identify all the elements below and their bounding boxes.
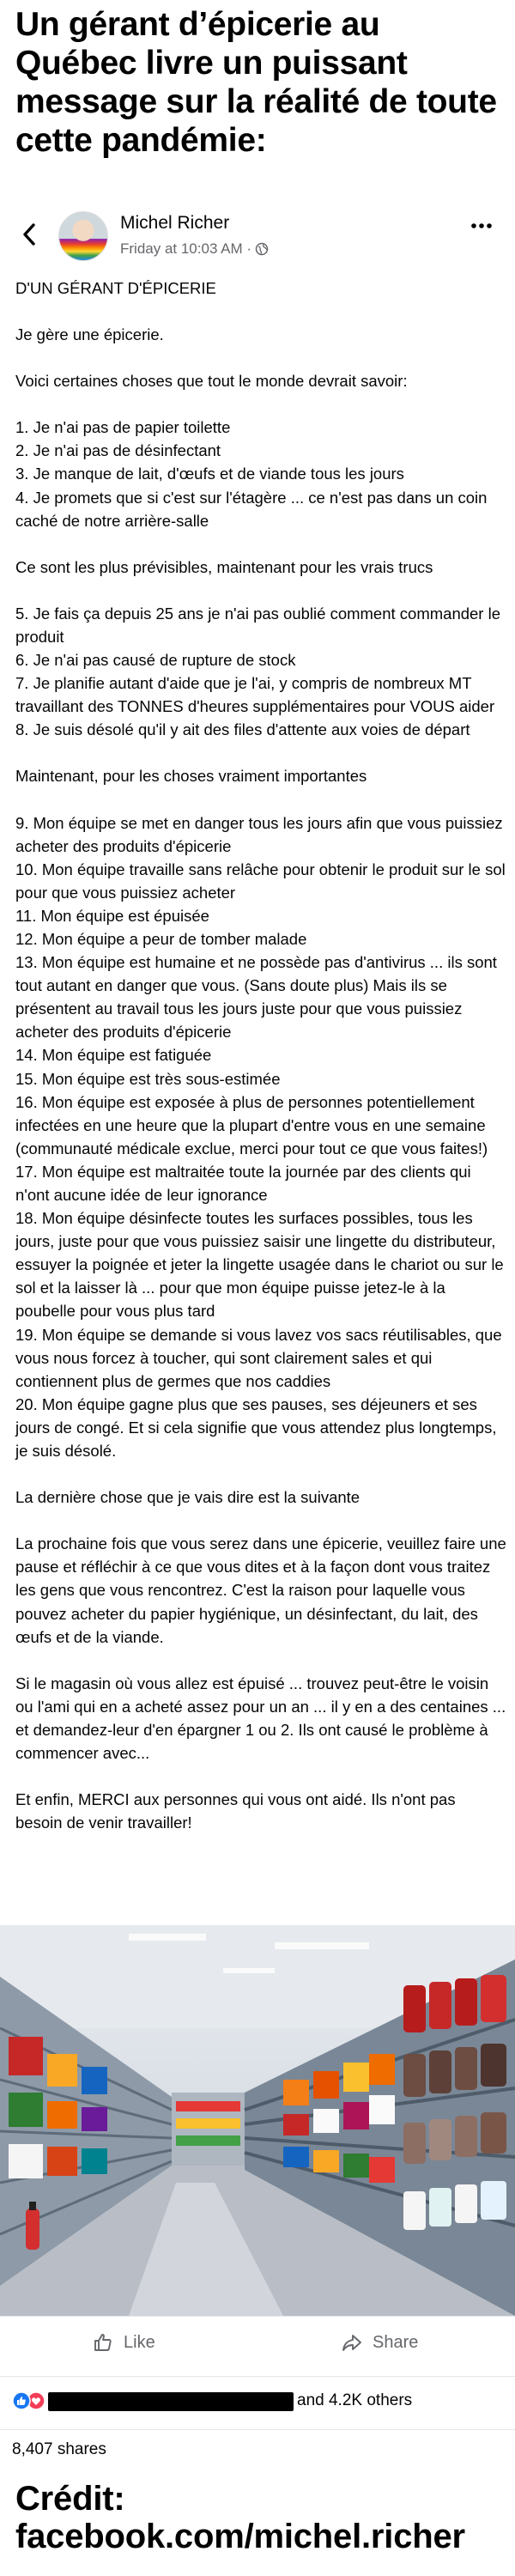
like-label: Like xyxy=(124,2332,155,2352)
more-horizontal-icon[interactable] xyxy=(470,222,493,230)
post-paragraph: Je gère une épicerie. xyxy=(15,325,164,344)
post-paragraph: La prochaine fois que vous serez dans une épicerie, veuillez faire une pause et réfléchir à ce que vous dites et à la façon dont vous traitez les gens que vous rencontrez. C'est la raison pour laquelle vous pouvez acheter du papier hygiénique, un désinfectant, du lait, des œufs et de la viande. xyxy=(15,1534,506,1646)
like-button[interactable] xyxy=(93,2332,155,2353)
grocery-aisle-illustration xyxy=(0,1925,515,2316)
reactions-bar[interactable] xyxy=(0,2376,515,2429)
post-meta xyxy=(120,240,269,258)
post-header xyxy=(0,196,515,273)
author-name[interactable]: Michel Richer xyxy=(120,213,230,233)
shares-bar[interactable] xyxy=(0,2429,515,2469)
thumbs-up-icon xyxy=(93,2332,113,2353)
post-paragraph: Si le magasin où vous allez est épuisé ... trouvez peut-être le voisin ou l'ami qui en a acheté assez pour un an ... il y en a des centaines ... et demandez-leur d'en épargner 1 ou 2. Ils ont causé le problème à commencer avec... xyxy=(15,1674,506,1762)
post-time[interactable]: Friday at 10:03 AM · xyxy=(120,240,252,257)
reaction-icons xyxy=(12,2391,46,2410)
globe-icon xyxy=(255,242,269,256)
headline: Un gérant d’épicerie au Québec livre un puissant message sur la réalité de toute cette pandémie: xyxy=(15,6,497,159)
post-actions xyxy=(0,2316,515,2376)
grocery-aisle-photo[interactable] xyxy=(0,1925,515,2316)
chevron-left-icon[interactable] xyxy=(19,222,39,247)
share-button[interactable] xyxy=(342,2332,418,2353)
like-reaction-icon xyxy=(13,2392,30,2409)
share-label: Share xyxy=(373,2332,419,2352)
avatar[interactable] xyxy=(58,211,108,261)
post-paragraph: 5. Je fais ça depuis 25 ans je n'ai pas oublié comment commander le produit 6. Je n'ai pas causé de rupture de stock 7. Je planifie autant d'aide que je l'ai, y compris de nombreux MT travaillant des TONNES d'heures supplémentaires pour VOUS aider 8. Je suis désolé qu'il y ait des files d'attente aux voies de départ xyxy=(15,604,501,739)
post-paragraph: La dernière chose que je vais dire est la suivante xyxy=(15,1488,360,1507)
reaction-count: and 4.2K others xyxy=(297,2391,413,2409)
shares-count: 8,407 shares xyxy=(12,2440,106,2458)
post-paragraph: Voici certaines choses que tout le monde devrait savoir: xyxy=(15,372,408,391)
post-paragraph: D'UN GÉRANT D'ÉPICERIE xyxy=(15,279,216,297)
share-arrow-icon xyxy=(342,2332,362,2353)
redacted-names xyxy=(48,2392,294,2411)
post-paragraph: 9. Mon équipe se met en danger tous les jours afin que vous puissiez acheter des produits d'épicerie 10. Mon équipe travaille sans relâche pour obtenir le produit sur le sol pour que vous puissiez acheter 11. Mon équipe est épuisée 12. Mon équipe a peur de tomber malade 13. Mon équipe est humaine et ne possède pas d'antivirus ... ils sont tout autant en danger que vous. (Sans doute plus) Mais ils se présentent au travail tous les jours juste pour que vous puissiez acheter des produits d'épicerie 14. Mon équipe est fatiguée 15. Mon équipe est très sous-estimée 16. Mon équipe est exposée à plus de personnes potentiellement infectées en une heure que la plupart d'entre vous en une semaine (communauté médicale exclue, merci pour tout ce que vous faites!) 17. Mon équipe est maltraitée toute la journée par des clients qui n'ont aucune idée de leur ignorance 18. Mon équipe désinfecte toutes les surfaces possibles, tous les jours, juste pour que vous puissiez saisir une lingette du distributeur, essuyer la poignée et jeter la lingette usagée dans le chariot ou sur le sol et la laisser là ... pour que mon équipe puisse jetez-le à la poubelle pour vous plus tard 19. Mon équipe se demande si vous lavez vos sacs réutilisables, que vous nous forcez à toucher, qui sont clairement sales et qui contiennent plus de germes que nos caddies 20. Mon équipe gagne plus que ses pauses, ses déjeuners et ses jours de congé. Et si cela signifie que vous attendez plus longtemps, je suis désolé. xyxy=(15,813,506,1461)
post-paragraph: Ce sont les plus prévisibles, maintenant pour les vrais trucs xyxy=(15,557,433,576)
post-text xyxy=(15,276,506,1857)
post-paragraph: Maintenant, pour les choses vraiment importantes xyxy=(15,767,367,786)
post-paragraph: Et enfin, MERCI aux personnes qui vous ont aidé. Ils n'ont pas besoin de venir travailler! xyxy=(15,1790,456,1832)
credit-text: Crédit: facebook.com/michel.richer xyxy=(15,2480,465,2555)
post-paragraph: 1. Je n'ai pas de papier toilette 2. Je n'ai pas de désinfectant 3. Je manque de lait, d'œufs et de viande tous les jours 4. Je promets que si c'est sur l'étagère ... ce n'est pas dans un coin caché de notre arrière-salle xyxy=(15,418,488,530)
